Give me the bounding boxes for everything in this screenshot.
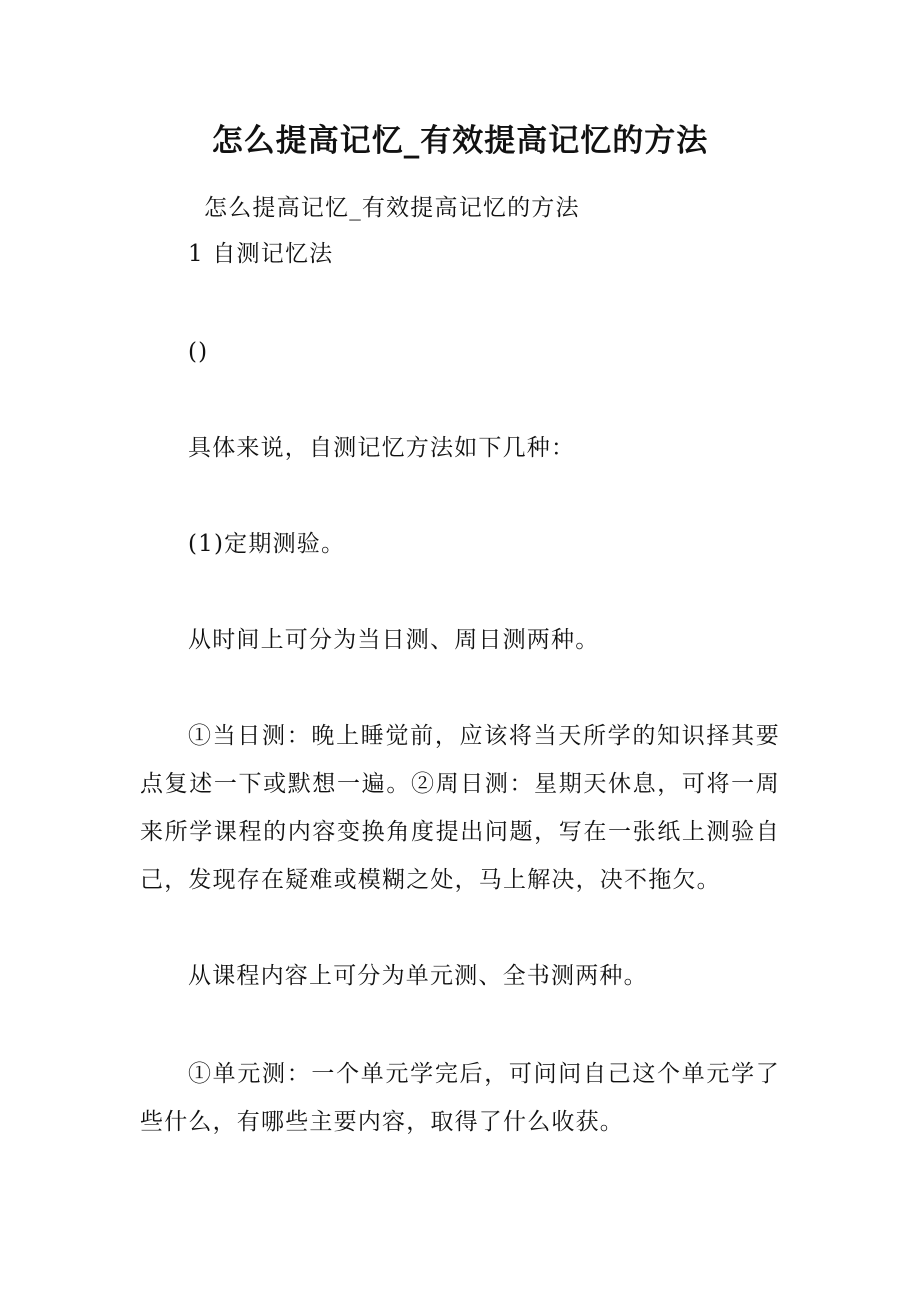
paragraph-unit-test: ①单元测：一个单元学完后，可问问自己这个单元学了些什么，有哪些主要内容，取得了什么收获。 bbox=[140, 1061, 780, 1135]
paragraph-regular-test: (1)定期测验。 bbox=[188, 531, 346, 557]
paragraph-intro: 具体来说，自测记忆方法如下几种： bbox=[188, 435, 576, 461]
document-title: 怎么提高记忆_有效提高记忆的方法 bbox=[211, 123, 709, 159]
paragraph-time-division: 从时间上可分为当日测、周日测两种。 bbox=[188, 627, 600, 653]
document-subtitle: 怎么提高记忆_有效提高记忆的方法 bbox=[204, 195, 580, 221]
paragraph-daily-weekly-test: ①当日测：晚上睡觉前，应该将当天所学的知识择其要点复述一下或默想一遍。②周日测：星期天休息，可将一周来所学课程的内容变换角度提出问题，写在一张纸上测验自己，发现存在疑难或模糊之处，马上解决，决不拖欠。 bbox=[140, 723, 780, 893]
paragraph-heading-self-test: 1 自测记忆法 bbox=[188, 241, 334, 267]
paragraph-parentheses: () bbox=[188, 339, 209, 365]
paragraph-content-division: 从课程内容上可分为单元测、全书测两种。 bbox=[188, 963, 648, 989]
